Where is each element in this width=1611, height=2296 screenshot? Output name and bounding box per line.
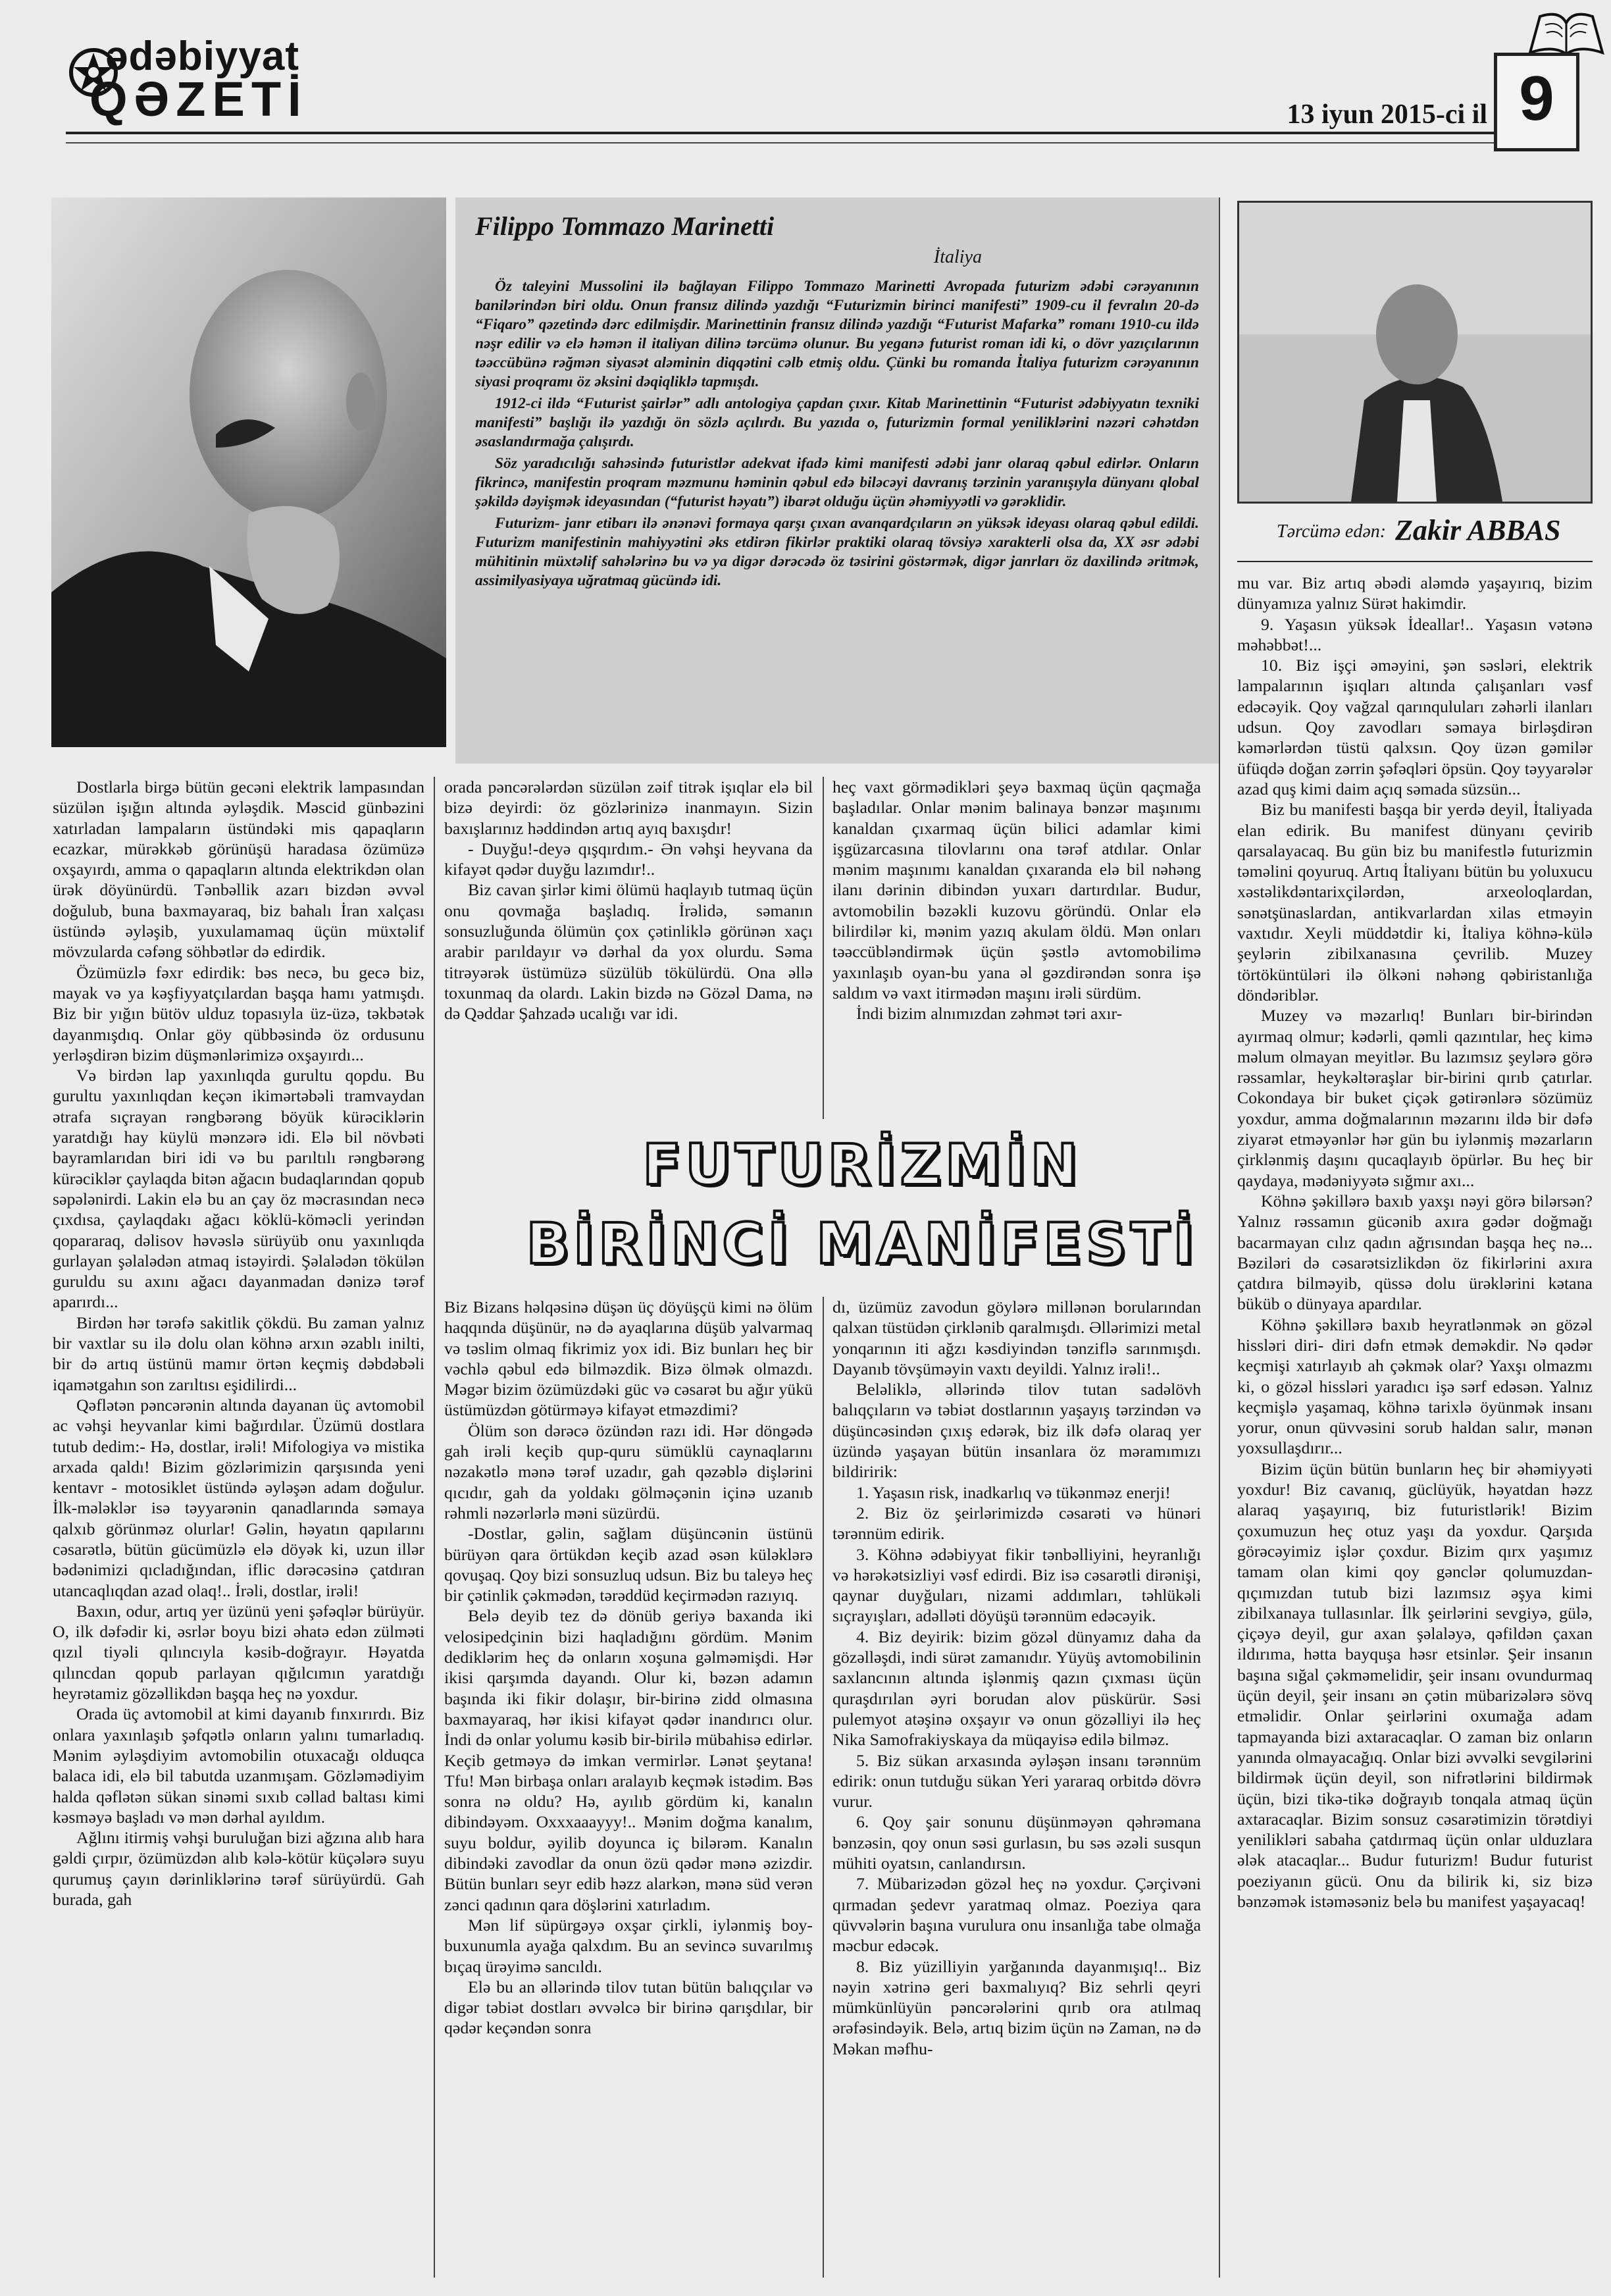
- article-column-6: [832, 1297, 1201, 2059]
- article-paragraph: 5. Biz sükan arxasında əyləşən insanı tərənnüm edirik: onun tutduğu sükan Yeri yararaq orbitdə dövrə vurur.: [832, 1750, 1201, 1812]
- article-paragraph: Və birdən lap yaxınlıqda gurultu qopdu. Bu gurultu yaxınlıqdan keçən ikimərtəbəli tramvaydan ətrafa sıçrayan rəngbərəng böyük kürəciklərin yaratdığı hay küylü mənzərə idi. Elə bil növbəti bayramlarıdan biri idi və bu parıltılı rəngbərəng kürəciklər çaylaqda bitən ağacın budaqlarından qopub səpələnirdi. Lakin elə bu an çay öz məcrasından necə çıxdısa, çaylaqdakı ağacı köklü-köməcli yerindən qopararaq, dəlisov həvəslə sürüyüb onu yaxınlıqda gurlayan şəlalədən atmaq istəyirdi. Şəlalədən tökülən guruldu su axını ağacı dayanmadan dənizə tərəf aparırdı...: [53, 1066, 424, 1312]
- translator-illustration: [1239, 203, 1591, 502]
- column-separator: [434, 777, 435, 2278]
- portrait-illustration: [51, 197, 446, 747]
- translator-name: Zakir ABBAS: [1395, 514, 1561, 546]
- article-paragraph: Dostlarla birgə bütün gecəni elektrik lampasından süzülən işığın altında əyləşdik. Məscid günbəzini xatırladan lampaların üstündəki mis qapaqların ecazkar, mürəkkəb görünüşü haradasa özümüzə oxşayırdı, amma o qapaqların altında elektrikdən olan ürək döyünürdü. Tənbəllik azarı bizdən əvvəl doğulub, buna baxmayaraq, biz bahalı İran xalçası üstündə əyləşib, yuxulamamaq üçün müxtəlif mövzularda cəfəng söhbətlər də edirdik.: [53, 777, 424, 962]
- open-book-icon: [1527, 7, 1606, 59]
- page-number-box: [1494, 53, 1579, 151]
- issue-date: 13 iyun 2015-ci il: [1287, 99, 1487, 130]
- article-paragraph: Köhnə şəkillərə baxıb yaxşı nəyi görə bilərsən? Yalnız rəssamın gücənib axıra gədər doğmağı bacarmayan cılız qadın ağrısından başqa heç nə... Bəziləri də cəsarətsizlikdən öz fikirlərini axıra çatdıra bilməyib, qüssə dolu ürəklərini kətana büküb o dünyaya apardılar.: [1237, 1191, 1593, 1314]
- article-paragraph: Elə bu an əllərində tilov tutan bütün balıqçılar və digər təbiət dostları əvvəlcə bir birinə qarışdılar, bir qədər keçəndən sonra: [444, 1977, 813, 2038]
- article-paragraph: 8. Biz yüzilliyin yarğanında dayanmışıq!.. Biz nəyin xətrinə geri baxmalıyıq? Biz sehrli qeyri mümkünlüyün pəncərələrini qırıb ora atılmaq ərəfəsindəyik. Belə, artıq bizim üçün nə Zaman, nə də Məkan məfhu-: [832, 1956, 1201, 2058]
- author-name: Filippo Tommazo Marinetti: [475, 211, 775, 241]
- translator-rule: [1237, 561, 1593, 562]
- logo-line-2: QƏZETİ: [90, 72, 308, 126]
- author-country: İtaliya: [933, 247, 982, 267]
- page-number: 9: [1519, 63, 1554, 134]
- article-paragraph: dı, üzümüz zavodun göylərə millənən borularından qalxan tüstüdən çirklənib qaralmışdı. Əllərimizi metal yonqarının iti ağzı kəsdiyindən tənziflə sarınmışdı. Dayanıb tövşüməyin vaxtı deyildi. Yalnız irəli!..: [832, 1297, 1201, 1378]
- article-column-4: [1237, 573, 1593, 1912]
- article-paragraph: Ölüm son dərəcə özündən razı idi. Hər döngədə gah irəli keçib qup-quru sümüklü caynaqlarını nəzakətlə mənə tərəf uzadır, gah qəzəblə dişlərini qıcıdır, gah da yoldakı gölməçənin içinə uzanıb rəhmli nəzərlərlə məni süzürdü.: [444, 1421, 813, 1523]
- article-paragraph: 10. Biz işçi əməyini, şən səsləri, elektrik lampalarının işıqları altında çalışanları vəsf edəcəyik. Qoy vağzal qarınquluları zəhərli ilanları udsun. Qoy zavodları səmaya birləşdirən kəmərlərdən tüstü qalxsın. Qoy üzən gəmilər üfüqdə doğan zərrin şəfəqləri öpsün. Qoy təyyarələr azad quş kimi daim açıq səmada süzsün...: [1237, 656, 1593, 798]
- article-paragraph: Beləliklə, əllərində tilov tutan sadəlövh balıqçıların və təbiət dostlarının yaşayış tərzindən və düşüncəsindən çıxış edərək, biz ilk dəfə olaraq yer üzündə yaşayan bütün insanlara öz məramımızı bildiririk:: [832, 1380, 1201, 1482]
- article-paragraph: heç vaxt görmədikləri şeyə baxmaq üçün qaçmağa başladılar. Onlar mənim balinaya bənzər maşınımı kanaldan çıxarmaq üçün bilici adamlar kimi işgüzarcasına tilovlarını ona tərəf atdılar. Onlar mənim maşınımı kanaldan çıxaranda elə bil nəhəng ilanı dərinin dibindən yuxarı dartırdılar. Budur, avtomobilin bəzəkli kuzovu göründü. Onlar elə bilirdilər ki, mənim yazıq akulam öldü. Mən onları təəccübləndirmək üçün şəstlə avtomobilimə yaxınlaşıb oyan-bu yana əl gəzdirəndən sonra işə saldım və vaxt itirmədən maşını irəli sürdüm.: [832, 777, 1201, 1003]
- intro-paragraph: Öz taleyini Mussolini ilə bağlayan Filippo Tommazo Marinetti Avropada futurizm ədəbi cərəyanının banilərindən biri oldu. Onun fransız dilində yazdığı “Futurizmin birinci manifesti” 1909-cu il fevralın 20-də “Fiqaro” qəzetində dərc edilmişdir. Marinettinin fransız dilində yazdığı “Futurist Mafarka” romanı 1910-cu ildə nəşr edilir və elə həmən il italiyan dilinə tərcümə olunur. Bu yeganə futurist roman idi ki, o dövr yazıçılarının təəccübünə rəğmən siyasət aləminin diqqətini cəlb etmiş oldu. Çünki bu romanda İtaliya futurizm cərəyanının siyasi proqramı öz əksini dəqiqliklə tapmışdı.: [475, 278, 1199, 390]
- article-paragraph: 2. Biz öz şeirlərimizdə cəsarəti və hünəri tərənnüm edirik.: [832, 1503, 1201, 1544]
- article-paragraph: Belə deyib tez də dönüb geriyə baxanda iki velosipedçinin bizi haqladığını gördüm. Mənim dediklərim heç də onların xoşuna gəlməmişdi. Hər ikisi qarşımda dayandı. Olur ki, bəzən adamın başında iki fikir dolaşır, bir-birinə zidd olmasına baxmayaraq, hər ikisi kifayət qədər inandırıcı olur. İndi də onlar yolumu kəsib bir-birilə mübahisə edirlər. Keçib getməyə də imkan vermirlər. Lənət şeytana! Tfu! Mən birbaşa onları aralayıb keçmək istədim. Bəs sonra nə oldu? Hə, ayılıb gördüm ki, kanalın dibindəyəm. Oxxxaaayyy!.. Mənim doğma kanalım, suyu boldur, əyilib doyunca iç bilərəm. Kanalın dibindəki zavodlar da onun özü qədər mənə əzizdir. Bütün bunları seyr edib həzz alarkən, mənə süd verən zənci qadının qara döşlərini xatırladım.: [444, 1606, 813, 1914]
- translator-label: Tərcümə edən:: [1277, 521, 1387, 542]
- article-column-5: [444, 1297, 813, 2039]
- article-paragraph: Birdən hər tərəfə sakitlik çökdü. Bu zaman yalnız bir vaxtlar su ilə dolu olan köhnə arxın əzablı inilti, bir də artıq üstünü mamır örtən keçmiş dəbdəbəli iqamətgahın son zarıltısı eşidilirdi...: [53, 1313, 424, 1394]
- column-separator: [823, 777, 824, 1119]
- masthead-logo: [66, 33, 342, 126]
- article-paragraph: Bizim üçün bütün bunların heç bir əhəmiyyəti yoxdur! Biz cavanıq, güclüyük, həyatdan həzz alaraq yaşayırıq, biz futuristlərik! Bizim çoxumuzun heç otuz yaşı da yoxdur. Qarşıda görəcəyimiz işlər çoxdur. Bizim qırx yaşımız tamam olan kimi qoy gənclər qolumuzdan-qıçımızdan tutub bizi lazımsız əşya kimi zibilxanaya tullasınlar. İlk şeirlərini sevgiyə, gülə, çiçəyə deyil, gur axan şəlaləyə, qəfildən çaxan ildırıma, hətta bayquşa həsr etsinlər. Şeir insanın başına sığal çəkməmelidir, şeir insanı ovundurmaq üçün deyil, şeir insanı ən çətin mübarizələrə sövq etməlidir. Onlar şeirlərini oxumağa adam tapmayanda bizi axtaracaqlar. O zaman biz onların yanında olmayacağıq. Onlar bizi əvvəlki sevgilərini bildirmək üçün deyil, son nifrətlərini bildirmək üçün, bizi tikə-tikə doğrayıb tonqala atmaq üçün axtaracaqlar. Bizim sonsuz cəsarətimizin törətdiyi yenilikləri sabaha çatdırmaq üçün onlar ulduzlara ələk atacaqlar... Budur futurizm! Budur futurist poeziyanın gücü. Onu da bilirik ki, siz bizə bənzəmək istəməsəniz belə bu manifest yaşayacaq!: [1237, 1459, 1593, 1911]
- article-paragraph: 1. Yaşasın risk, inadkarlıq və tükənməz enerji!: [856, 1482, 1171, 1502]
- article-paragraph: Mən lif süpürgəyə oxşar çirkli, iylənmiş boy- buxunumla ayağa qalxdım. Bu an sevincə suvarılmış bıçaq ürəyimə sancıldı.: [444, 1915, 813, 1976]
- title-line-2: BİRİNCİ MANİFESTİ: [526, 1211, 1198, 1277]
- column-separator: [823, 1297, 824, 2278]
- article-paragraph: Köhnə şəkillərə baxıb heyratlənmək ən gözəl hissləri diri- diri dəfn etmək deməkdir. Nə qədər keçmişi xatırlayıb ah çəkmək olar? Yaxşı olmazmı ki, o gözəl hissləri yaradıcı işə sərf edəsən. Yalnız keçmişlə yaşamaq, köhnə tarixlə öyünmək insanı yorur, onun qüvvəsini sorub haldan salır, mənən yoxsullaşdırır...: [1237, 1315, 1593, 1458]
- article-paragraph: Baxın, odur, artıq yer üzünü yeni şəfəqlər bürüyür. O, ilk dəfədir ki, əsrlər boyu bizi əhatə edən zülməti qızıl tiyəli qılıncıyla kəsib-doğrayır. Həyatda qılıncdan qopub parlayan qığılcımın yaratdığı heyrətamiz gözəllikdən başqa heç nə yoxdur.: [53, 1601, 424, 1704]
- article-paragraph: 3. Köhnə ədəbiyyat fikir tənbəlliyini, heyranlığı və hərəkətsizliyi vəsf edirdi. Biz isə cəsarətli dirənişi, qaynar duyğuları, nizami addımları, təhlükəli sıçrayışları, adəlləti döyüşü tərənnüm edəcəyik.: [832, 1544, 1201, 1626]
- intro-paragraph: 1912-ci ildə “Futurist şairlər” adlı antologiya çapdan çıxır. Kitab Marinettinin “Futurist ədəbiyyatın texniki manifesti” başlığı ilə yazdığı ön sözlə açılırdı. Bu yazıda o, futurizmin formal yeniliklərini nəzəri cəhətdən əsaslandırmağa çalışırdı.: [475, 395, 1199, 450]
- article-column-2: [444, 777, 813, 1024]
- article-paragraph: 9. Yaşasın yüksək İdeallar!.. Yaşasın vətənə məhəbbət!...: [1237, 614, 1593, 654]
- logo-line-1: ədəbiyyat: [105, 34, 300, 79]
- article-column-1: [53, 777, 424, 1910]
- column-separator: [1219, 197, 1220, 2278]
- article-paragraph: Muzey və məzarlıq! Bunları bir-birindən ayırmaq olmur; kədərli, qəmli qazıntılar, heç kimə məlum olmayan meyitlər. Bu lazımsız şeylərə görə rəssamlar, heykəltəraşlar bir-birini qırıb çatırlar. Cokondaya bir buket çiçək gətirənlərə sözümüz yoxdur, amma doğmalarının məzarını ildə bir dəfə ziyarət etməyənlər hər gün bu iylənmiş məzarların çirklənmiş daşını qucaqlayıb öpürlər. Bu heç bir qaydaya, mədəniyyətə sığmır axı...: [1237, 1006, 1593, 1190]
- author-intro-box: [455, 197, 1219, 764]
- translator-photo: [1237, 201, 1593, 504]
- article-paragraph: orada pəncərələrdən süzülən zəif titrək işıqlar elə bil bizə deyirdi: öz gözlərinizə inanmayın. Sizin baxışlarınız həddindən artıq ayıq baxışdır!: [444, 777, 813, 838]
- article-paragraph: Orada üç avtomobil at kimi dayanıb fınxırırdı. Biz onlara yaxınlaşıb şəfqətlə onların yalını tumarladıq. Mənim əyləşdiyim avtomobilin otuxacağı olduqca balaca idi, elə bil tabutda uzanmışam. Gözləmədiyim halda qəflətən sükan sinəmi sıxıb cəllad baltası kimi kəsməyə başladı və mən dərhal ayıldım.: [53, 1704, 424, 1827]
- article-paragraph: Biz bu manifesti başqa bir yerdə deyil, İtaliyada elan edirik. Bu manifest dünyanı çevirib qarsalayacaq. Bu gün biz bu manifestlə futurizmin təməlini qoyuruq. Artıq İtaliyanı bütün bu yoluxucu xəstəlikdəntarixçilərdən, arxeoloqlardan, sənətşünaslardan, antikvarlardan xilas etməyin vaxtıdır. Xeyli müddətdir ki, İtaliya köhnə-külə şeylərin zibilxanasına çevrilib. Muzey törtöküntüləri ilə ölkəni nəhəng qəbiristanlığa döndəriblər.: [1237, 800, 1593, 1004]
- article-column-3: [832, 777, 1201, 1024]
- article-paragraph: 4. Biz deyirik: bizim gözəl dünyamız daha da gözəlləşdi, indi sürət zamanıdır. Yüyüş avtomobilinin saxlancının altında işlənmiş qazın çıxması üçün quraşdırılan əyri borudan alov püskürür. Səsi pulemyot atəşinə oxşayır və onun gözəlliyi ilə heç Nika Samofrakiyskaya da müqayisə edilə bilməz.: [832, 1627, 1201, 1750]
- title-line-1: FUTURİZMİN: [642, 1132, 1082, 1198]
- article-paragraph: Özümüzlə fəxr edirdik: bəs necə, bu gecə biz, mayak və ya kəşfiyyatçılardan başqa hamı yatmışdı. Biz bir yığın bütöv ulduz topasıyla üz-üzə, təkbətək dayanmışdıq. Onlar göy qübbəsində öz ordusunu yerləşdirən bizim düşmənlərimizə oxşayırdı...: [53, 962, 424, 1064]
- portrait-photo-marinetti: [51, 197, 446, 747]
- article-paragraph: Ağlını itirmiş vəhşi buruluğan bizi ağzına alıb hara gəldi çırpır, özümüzdən alıb kələ-kötür küçələrə suyu qurumuş çayın dərinliklərinə tərəf sürüyürdü. Gah burada, gah: [53, 1828, 424, 1910]
- article-paragraph: 7. Mübarizədən gözəl heç nə yoxdur. Çərçivəni qırmadan şedevr yaratmaq olmaz. Poeziya qara qüvvələrin başına vurulura onu insanlığa tabe olmağa məcbur edəcək.: [832, 1874, 1201, 1956]
- article-paragraph: 6. Qoy şair sonunu düşünməyən qəhrəmana bənzəsin, qoy onun səsi gurlasın, bu səs əzəli susqun mühiti oyatsın, canlandırsın.: [832, 1812, 1201, 1873]
- article-paragraph: mu var. Biz artıq əbədi aləmdə yaşayırıq, bizim dünyamıza yalnız Sürət hakimdir.: [1237, 573, 1593, 613]
- article-paragraph: -Dostlar, gəlin, sağlam düşüncənin üstünü bürüyən qara örtükdən keçib azad əsən küləklərə qovuşaq. Qoy bizi sonsuzluq udsun. Biz bu taleyə heç bir çətinlik çəkmədən, tərəddüd keçirmədən razıyıq.: [444, 1524, 813, 1605]
- article-paragraph: Biz cavan şirlər kimi ölümü haqlayıb tutmaq üçün onu qovmağa başladıq. İrəlidə, səmanın sonsuzluğunda ölümün çox çətinliklə görünən xaçı arabir parıldayır və dərhal da yox olurdu. Səma titrəyərək üstümüzə süzülüb tökülürdü. Ona əllə toxunmaq da olardı. Lakin bizdə nə Gözəl Dama, nə də Qəddar Şahzadə ucalığı var idi.: [444, 880, 813, 1024]
- article-paragraph: - Duyğu!-deyə qışqırdım.- Ən vəhşi heyvana da kifayət qədər duyğu lazımdır!..: [444, 839, 813, 879]
- article-title: [500, 1132, 1224, 1277]
- masthead-rule: [66, 132, 1540, 134]
- intro-paragraph: Söz yaradıcılığı sahəsində futuristlər adekvat ifadə kimi manifesti ədəbi janr olaraq qəbul edirlər. Onların fikrincə, manifestin proqram məzmunu həminin qəbul edə biləcəyi davranış tərzinin yaranışıyla dünyanı qlobal şəkildə dəyişmək ideyasından (“futurist həyatı”) ibarət olduğu üçün əhəmiyyətli və gərəklidir.: [475, 455, 1199, 510]
- translator-credit: [1237, 513, 1593, 560]
- article-paragraph: İndi bizim alnımızdan zəhmət təri axır-: [856, 1004, 1123, 1024]
- article-paragraph: Biz Bizans həlqəsinə düşən üç döyüşçü kimi nə ölüm haqqında düşünür, nə də ayaqlarına düşüb yalvarmaq və təslim olmaq fikrimiz yox idi. Biz bunları heç bir vəchlə qəbul edə bilməzdik. Bizə ölmək olmazdı. Məgər bizim özümüzdəki güc və cəsarət bu ağır yükü üstümüzdən götürməyə kifayət etməzdimi?: [444, 1297, 813, 1420]
- article-paragraph: Qəflətən pəncərənin altında dayanan üç avtomobil ac vəhşi heyvanlar kimi bağırdılar. Üzümü dostlara tutub dedim:- Hə, dostlar, irəli! Mifologiya və mistika arxada qaldı! Bizim gözlərimizin qarşısında yeni kentavr - motosiklet üstündə əyləşən adam doğulur. İlk-mələklər isə təyyarənin qanadlarında səmaya qalxıb görünməz olurlar! Gəlin, həyatın qapılarını cəsarətlə, bütün gücümüzlə elə döyək ki, uzun illər bədənimizi qıcladığından, iflic dərəcəsinə çatdıran utancaqlıqdan azad olaq!.. İrəli, dostlar, irəli!: [53, 1395, 424, 1600]
- masthead-rule-thin: [66, 142, 1540, 144]
- intro-paragraph: Futurizm- janr etibarı ilə ənənəvi formaya qarşı çıxan avanqardçıların ən yüksək ideyası olaraq qəbul edildi. Futurizm manifestinin mahiyyətini əks etdirən fikirlər praktiki olaraq tövsiyə xarakterli olsa da, XX əsr ədəbi mühitinin müxtəlif sahələrinə bu və ya digər dərəcədə öz təsirini göstərmək, digər janrları öz daxilində əritmək, assimilyasiyaya uğratmaq gücündə idi.: [475, 515, 1199, 589]
